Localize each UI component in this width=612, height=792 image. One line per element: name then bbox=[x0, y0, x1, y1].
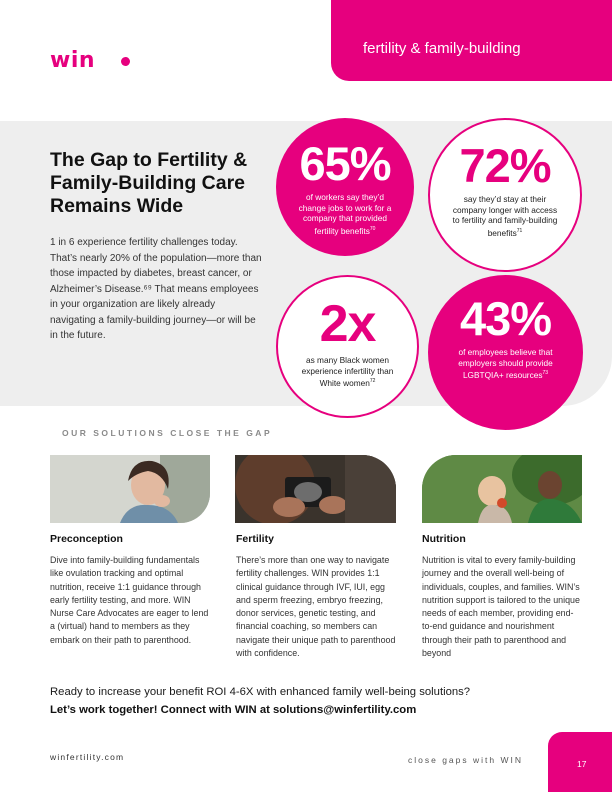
cta-contact[interactable]: Let’s work together! Connect with WIN at solutions@winfertility.com bbox=[50, 704, 417, 716]
intro-paragraph: 1 in 6 experience fertility challenges today. That’s nearly 20% of the population—more than those impacted by diabetes, breast cancer, or Alzheimer’s Disease.⁶⁹ That means employees in your organization are likely already navigating a family-building journey—or will be in the future. bbox=[50, 237, 262, 341]
preconception-body: Dive into family-building fundamentals like ovulation tracking and optimal nutrition, receive 1:1 guidance through early fertility testing, and more. WIN Nurse Care Advocates are eager to lend a (virtual) hand to members as they embark on their path to parenthood. bbox=[50, 555, 209, 645]
fertility-title: Fertility bbox=[236, 533, 274, 545]
section-tab bbox=[331, 0, 612, 81]
solutions-heading: OUR SOLUTIONS CLOSE THE GAP bbox=[62, 428, 273, 438]
fertility-body: There’s more than one way to navigate fertility challenges. WIN provides 1:1 clinical guidance through IVF, IUI, egg and sperm freezing, embryo freezing, donor services, genetic testing, and financial coaching, so members can navigate their unique path to parenthood with confidence. bbox=[236, 555, 396, 659]
nutrition-body: Nutrition is vital to every family-building journey and the overall well-being of individuals, couples, and families. WIN’s nutrition support is tailored to the unique needs of each member, providing end-to-end guidance and nourishment through their path to parenthood and beyond bbox=[422, 555, 580, 659]
cta-question: Ready to increase your benefit ROI 4-6X with enhanced family well-being solutions? bbox=[50, 686, 471, 698]
stat-circle-65 bbox=[276, 118, 414, 256]
stat-value: 65% bbox=[299, 137, 391, 190]
page-number: 17 bbox=[577, 759, 587, 769]
stat-value: 2x bbox=[319, 295, 376, 353]
stat-circle-72 bbox=[428, 118, 582, 272]
page-number-tab bbox=[548, 732, 612, 792]
stat-value: 72% bbox=[459, 139, 551, 192]
stat-caption: of workers say they’d change jobs to work for a company that provided fertility benefits$^{70}$ bbox=[298, 192, 392, 236]
stat-caption: of employees believe that employers should provide LGBTQIA+ resources$^{73}$ bbox=[458, 347, 553, 380]
preconception-photo bbox=[50, 455, 210, 523]
logo-dot-icon bbox=[121, 57, 130, 66]
footer-website-link[interactable]: winfertility.com bbox=[50, 752, 125, 762]
stat-caption: say they’d stay at their company longer with access to fertility and family-building benefits$^{71}$ bbox=[452, 194, 558, 238]
nutrition-photo bbox=[422, 455, 582, 523]
win-logo bbox=[50, 50, 95, 72]
section-tab-label: fertility & family-building bbox=[363, 40, 521, 57]
footer-tagline: close gaps with WIN bbox=[408, 755, 523, 765]
nutrition-title: Nutrition bbox=[422, 533, 466, 545]
preconception-title: Preconception bbox=[50, 533, 123, 545]
stat-circle-43 bbox=[428, 275, 583, 430]
stat-caption: as many Black women experience infertility than White women$^{72}$ bbox=[301, 355, 394, 388]
stat-value: 43% bbox=[459, 292, 552, 345]
fertility-photo bbox=[235, 455, 396, 523]
logo-wordmark: win bbox=[50, 48, 96, 73]
stat-circle-2x bbox=[276, 275, 419, 418]
page-title: The Gap to Fertility & Family-Building Care Remains Wide bbox=[50, 149, 248, 217]
